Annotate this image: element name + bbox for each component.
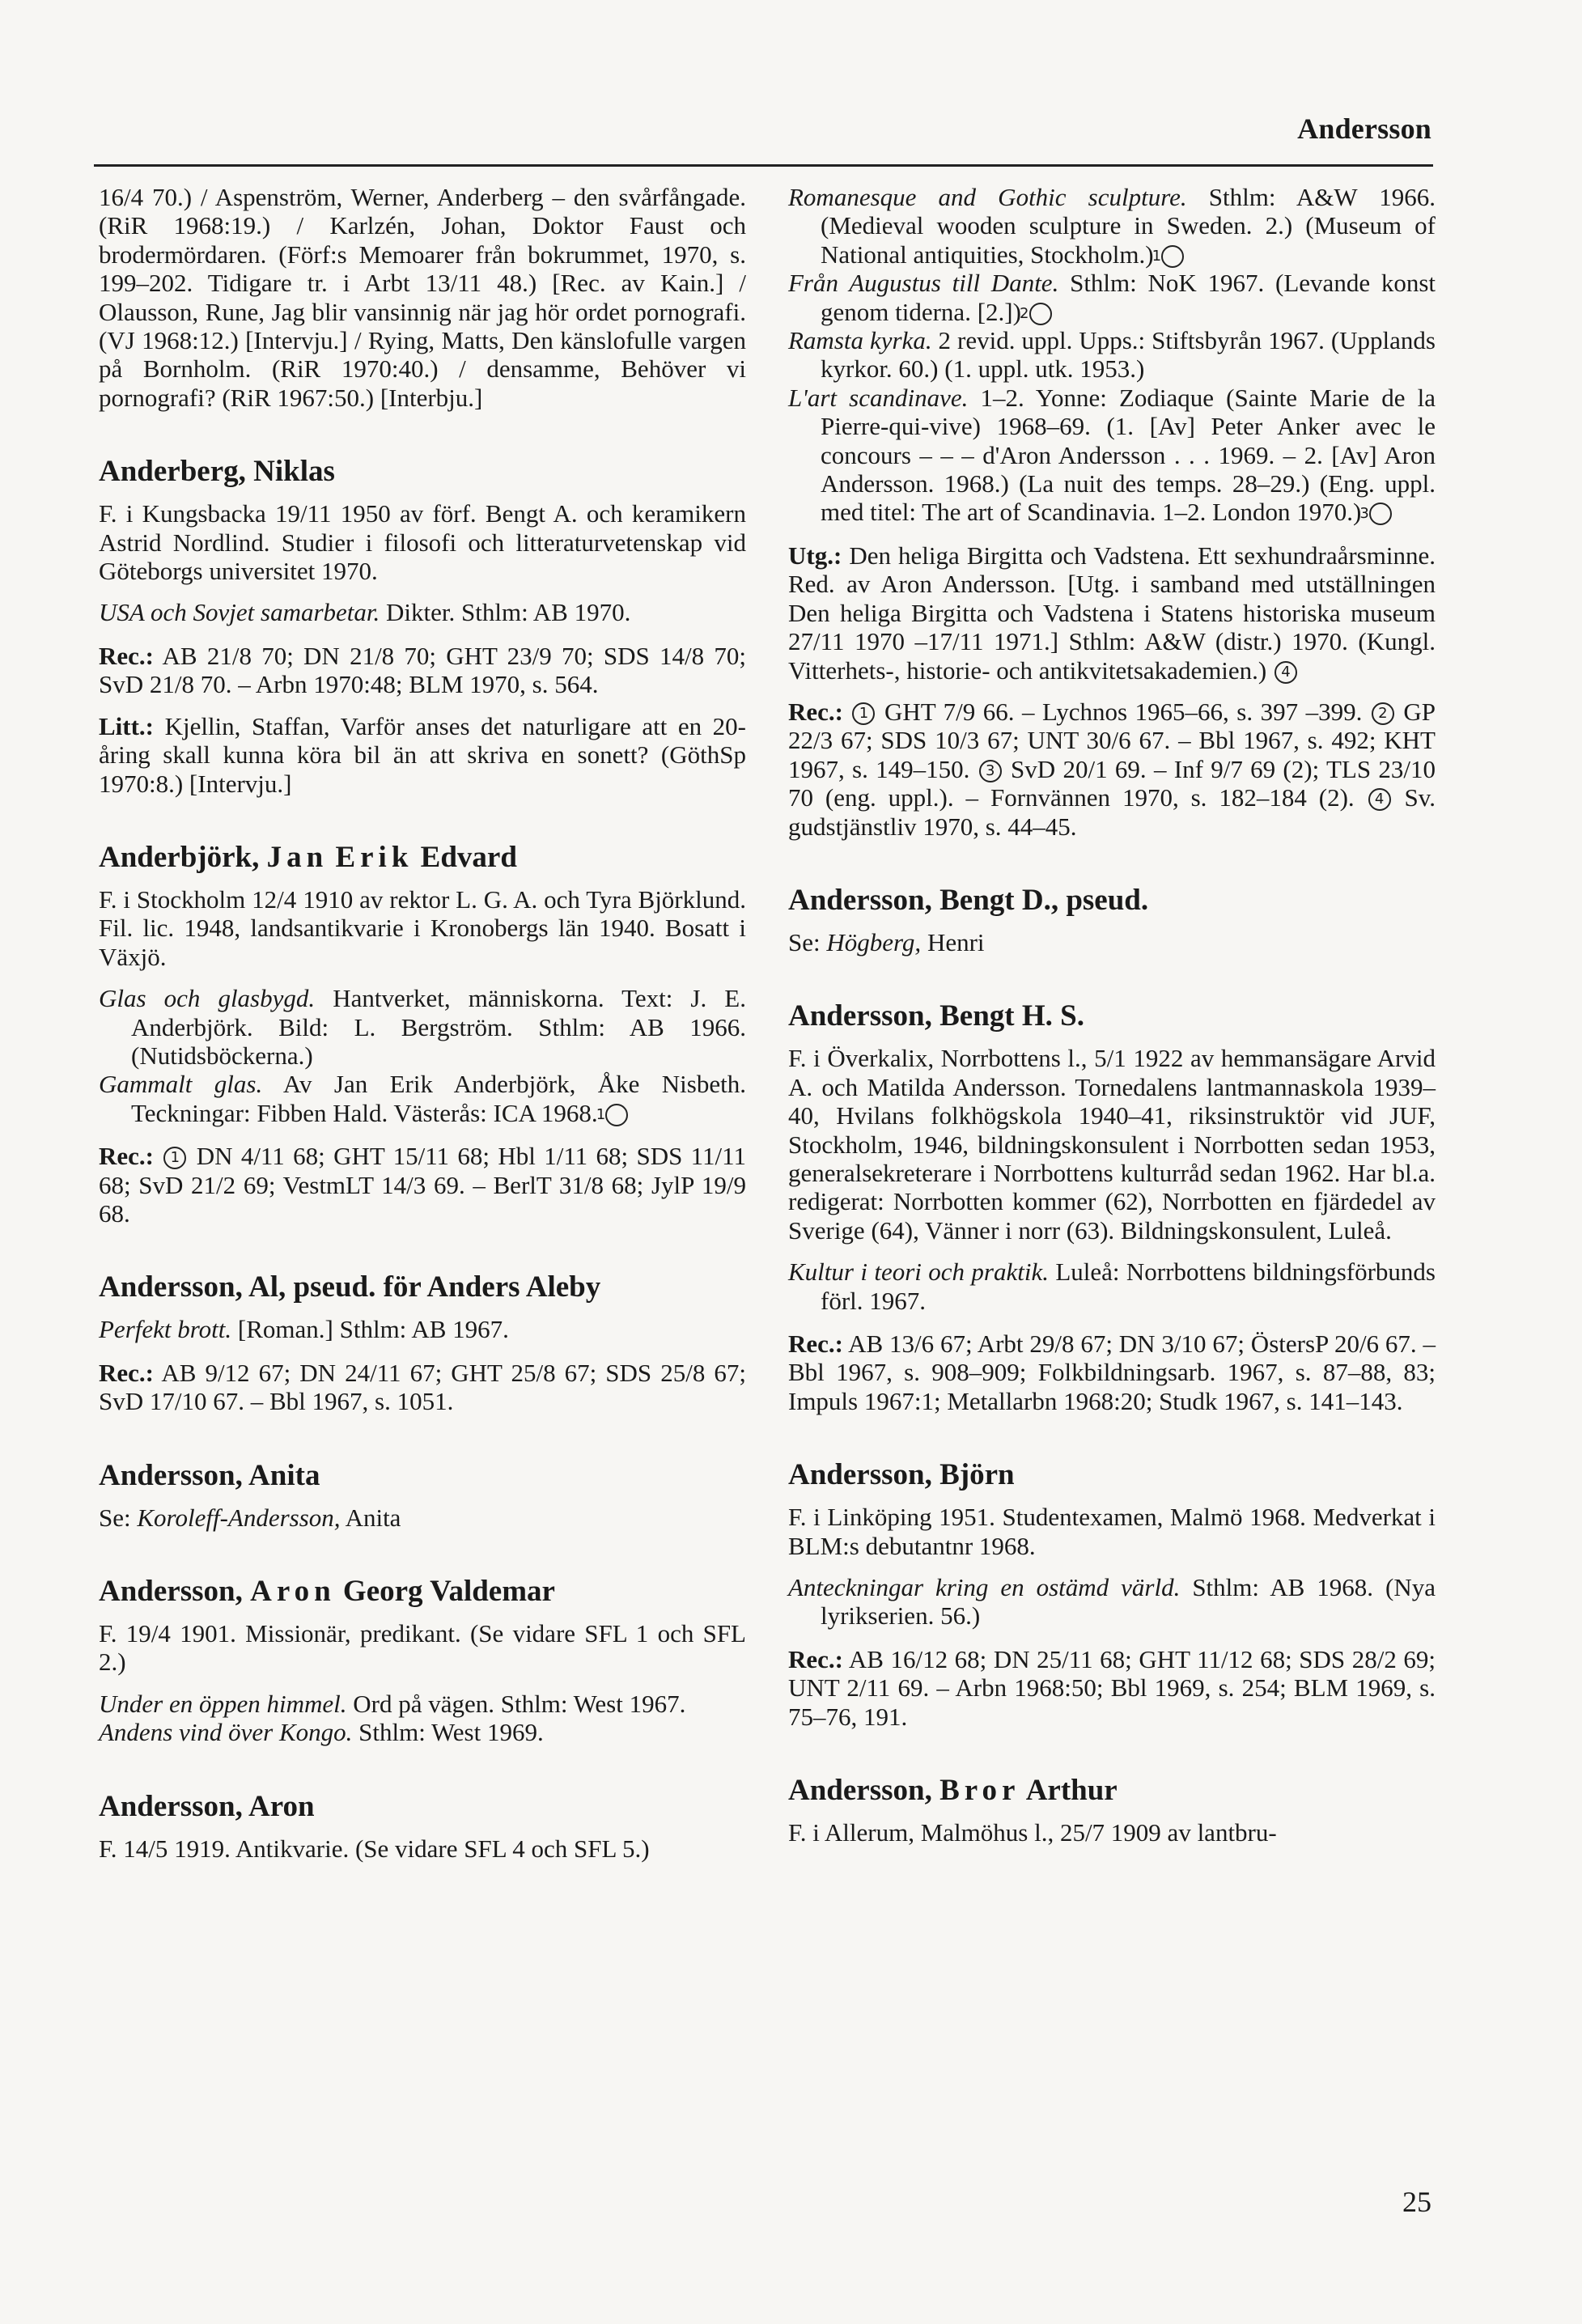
see-reference bbox=[788, 928, 1436, 956]
work-item bbox=[99, 1690, 746, 1718]
reviews bbox=[99, 1359, 746, 1416]
entry-heading bbox=[788, 1773, 1436, 1809]
entry-heading: Andersson, Anita bbox=[99, 1458, 320, 1492]
heading-given-names: Georg Valdemar bbox=[342, 1575, 555, 1608]
literature bbox=[99, 712, 746, 798]
reviews-text: AB 21/8 70; DN 21/8 70; GHT 23/9 70; SDS 14/8 70; SvD 21/8 70. – Arbn 1970:48; BLM 1970, s. 564. bbox=[99, 641, 746, 699]
entry-andersson-aron bbox=[99, 1789, 746, 1863]
reviews bbox=[99, 1142, 746, 1228]
entry-anderbjork-jan-erik-edvard bbox=[99, 840, 746, 1228]
works-list bbox=[99, 1315, 746, 1343]
note-marker: 3 bbox=[979, 760, 1002, 782]
entry-heading: Andersson, Al, pseud. för Anders Aleby bbox=[99, 1270, 601, 1304]
work-item bbox=[788, 1573, 1436, 1631]
left-column bbox=[99, 183, 746, 1905]
work-item bbox=[99, 598, 746, 626]
edited-text: Den heliga Birgitta och Vadstena. Ett sexhundraårsminne. Red. av Aron Andersson. [Utg. i samband med utställningen Den heliga Birgitta och Vadstena i Statens historiska museum 27/11 1970 –17/11 1971.] Sthlm: A&W (distr.) 1970. (Kungl. Vitterhets-, historie- och antikvitetsakademien.) bbox=[788, 541, 1436, 685]
work-item bbox=[99, 984, 746, 1070]
reviews bbox=[788, 1645, 1436, 1731]
entry-heading: Andersson, Björn bbox=[788, 1458, 1015, 1492]
work-title: L'art scandinave. bbox=[788, 383, 969, 412]
entry-heading: Anderberg, Niklas bbox=[99, 455, 335, 489]
header-rule bbox=[94, 164, 1433, 167]
entry-andersson-bror-arthur bbox=[788, 1773, 1436, 1847]
entry-bio: F. 19/4 1901. Missionär, predikant. (Se vidare SFL 1 och SFL 2.) bbox=[99, 1619, 746, 1677]
heading-callname: Erik bbox=[335, 840, 414, 874]
heading-surname: Anderbjörk, bbox=[99, 840, 260, 874]
work-title: Från Augustus till Dante. bbox=[788, 269, 1059, 298]
heading-given-names: Edvard bbox=[420, 840, 517, 874]
reviews-label: Rec.: bbox=[788, 1330, 843, 1358]
works-list bbox=[99, 1690, 746, 1747]
note-marker: 2 bbox=[1372, 702, 1394, 725]
works-list bbox=[99, 984, 746, 1127]
note-marker: 1 bbox=[852, 702, 875, 725]
work-item bbox=[99, 1718, 746, 1746]
note-marker: 1 bbox=[163, 1147, 186, 1169]
reviews-text: Sv. gudstjänstliv 1970, s. 44–45. bbox=[788, 783, 1436, 841]
entry-bio: F. i Kungsbacka 19/11 1950 av förf. Bengt A. och keramikern Astrid Nordlind. Studier i filosofi och litteraturvetenskap vid Göteborgs universitet 1970. bbox=[99, 499, 746, 586]
entry-bio: F. 14/5 1919. Antikvarie. (Se vidare SFL 4 och SFL 5.) bbox=[99, 1834, 650, 1863]
work-details: Hantverket, människorna. Text: J. E. Anderbjörk. Bild: L. Bergström. Sthlm: AB 1966. (Nutidsböckerna.) bbox=[131, 984, 746, 1070]
work-item bbox=[788, 326, 1436, 384]
work-title: Glas och glasbygd. bbox=[99, 984, 316, 1013]
entry-continued bbox=[99, 183, 746, 412]
reviews bbox=[99, 642, 746, 699]
edited-label: Utg.: bbox=[788, 541, 842, 570]
reviews-text: AB 9/12 67; DN 24/11 67; GHT 25/8 67; SDS 25/8 67; SvD 17/10 67. – Bbl 1967, s. 1051. bbox=[99, 1358, 746, 1416]
heading-surname: Andersson, bbox=[788, 1774, 932, 1808]
see-target: Högberg, bbox=[826, 927, 922, 956]
reviews-label: Rec.: bbox=[99, 1142, 154, 1171]
work-details: Sthlm: AB 1968. (Nya lyrikserien. 56.) bbox=[821, 1573, 1436, 1631]
works-list bbox=[788, 183, 1436, 527]
note-marker: 4 bbox=[1368, 788, 1391, 811]
entry-text: 16/4 70.) / Aspenström, Werner, Anderberg – den svårfångade. (RiR 1968:19.) / Karlzén, Johan, Doktor Faust och brodermördaren. (Förf:s Memoarer från bokrummet, 1970, s. 199–202. Tidigare tr. i Arbt 13/11 48.) [Rec. av Kain.] / Olausson, Rune, Jag blir vansinnig när jag hör ordet pornografi. (VJ 1968:12.) [Intervju.] / Rying, Matts, Den känslofulle vargen på Bornholm. (RiR 1970:40.) / densamme, Behöver vi pornografi? (RiR 1967:50.) [Interbju.] bbox=[99, 183, 746, 412]
page-number: 25 bbox=[1402, 2186, 1431, 2218]
heading-given-names: Arthur bbox=[1025, 1774, 1118, 1808]
literature-text: Kjellin, Staffan, Varför anses det naturligare att en 20-åring skall kunna köra bil än att skriva en sonett? (GöthSp 1970:8.) [Intervju.] bbox=[99, 711, 746, 798]
work-title: USA och Sovjet samarbetar. bbox=[99, 598, 380, 627]
note-marker: 4 bbox=[1275, 661, 1297, 684]
entry-bio: F. i Överkalix, Norrbottens l., 5/1 1922 av hemmansägare Arvid A. och Matilda Andersson. Tornedalens lantmannaskola 1939–40, Hvilans folkhögskola 1940–41, riksinstruktör vid JUF, Stockholm, 1946, bildningskonsulent i Norrbotten sedan 1953, generalsekreterare i Norrbottens kulturråd sedan 1962. Har bl.a. redigerat: Norrbotten kommer (62), Norrbotten en fjärdedel av Sverige (64), Vänner i norr (63). Bildningskonsulent, Luleå. bbox=[788, 1044, 1436, 1245]
reviews-label: Rec.: bbox=[788, 1644, 843, 1673]
work-details: Ord på vägen. Sthlm: West 1967. bbox=[346, 1689, 686, 1718]
entry-continued bbox=[788, 183, 1436, 841]
see-label: Se: bbox=[788, 927, 827, 956]
work-details: 2 revid. uppl. Upps.: Stiftsbyrån 1967. (Upplands kyrkor. 60.) (1. uppl. utk. 1953.) bbox=[821, 326, 1436, 384]
work-details: Sthlm: West 1969. bbox=[352, 1718, 544, 1747]
entry-anderberg-niklas bbox=[99, 454, 746, 798]
work-title: Under en öppen himmel. bbox=[99, 1689, 347, 1718]
reviews-text: GP 22/3 67; SDS 10/3 67; UNT 30/6 67. – Bbl 1967, s. 492; KHT 1967, s. 149–150. bbox=[788, 697, 1436, 783]
heading-callname: Aron bbox=[250, 1575, 336, 1608]
reviews-text: GHT 7/9 66. – Lychnos 1965–66, s. 397 –399. bbox=[876, 697, 1370, 726]
work-title: Gammalt glas. bbox=[99, 1070, 263, 1099]
works-list bbox=[788, 1573, 1436, 1631]
work-details: Sthlm: A&W 1966. (Medieval wooden sculpture in Sweden. 2.) (Museum of National antiquities, Stockholm.) bbox=[821, 183, 1436, 269]
reviews bbox=[788, 698, 1436, 841]
entry-heading: Andersson, Bengt D., pseud. bbox=[788, 883, 1149, 917]
work-title: Perfekt brott. bbox=[99, 1315, 232, 1344]
entry-andersson-al bbox=[99, 1270, 746, 1415]
entry-bio: F. i Linköping 1951. Studentexamen, Malmö 1968. Medverkat i BLM:s debutantnr 1968. bbox=[788, 1503, 1436, 1560]
reviews-label: Rec.: bbox=[99, 1358, 154, 1387]
work-title: Anteckningar kring en ostämd värld. bbox=[788, 1573, 1181, 1602]
entry-bio: F. i Stockholm 12/4 1910 av rektor L. G. A. och Tyra Björklund. Fil. lic. 1948, landsantikvarie i Kronobergs län 1940. Bosatt i Växjö. bbox=[99, 884, 746, 971]
works-list bbox=[788, 1257, 1436, 1315]
entry-heading bbox=[99, 1574, 746, 1609]
literature-label: Litt.: bbox=[99, 711, 155, 740]
work-details: Dikter. Sthlm: AB 1970. bbox=[380, 598, 631, 627]
entry-andersson-bengt-h-s bbox=[788, 999, 1436, 1415]
entry-heading: Andersson, Bengt H. S. bbox=[788, 999, 1084, 1033]
work-item bbox=[788, 1257, 1436, 1315]
work-item bbox=[788, 384, 1436, 527]
entry-heading: Andersson, Aron bbox=[99, 1789, 315, 1823]
reviews-text: DN 4/11 68; GHT 15/11 68; Hbl 1/11 68; SDS 11/11 68; SvD 21/2 69; VestmLT 14/3 69. – BerlT 31/8 68; JylP 19/9 68. bbox=[99, 1142, 746, 1228]
note-marker: 1 bbox=[1161, 245, 1184, 268]
work-title: Romanesque and Gothic sculpture. bbox=[788, 183, 1187, 211]
note-marker: 3 bbox=[1369, 503, 1392, 525]
work-title: Kultur i teori och praktik. bbox=[788, 1257, 1049, 1287]
note-marker: 2 bbox=[1029, 303, 1052, 325]
work-item bbox=[99, 1315, 746, 1343]
entry-andersson-bengt-d bbox=[788, 883, 1436, 956]
reviews-label: Rec.: bbox=[99, 641, 154, 670]
see-target-rest: Anita bbox=[340, 1503, 401, 1532]
entry-andersson-bjorn bbox=[788, 1457, 1436, 1731]
reviews-label: Rec.: bbox=[788, 697, 843, 726]
reviews-text: AB 16/12 68; DN 25/11 68; GHT 11/12 68; SDS 28/2 69; UNT 2/11 69. – Arbn 1968:50; Bbl 1969, s. 254; BLM 1969, s. 75–76, 191. bbox=[788, 1644, 1436, 1731]
work-details: [Roman.] Sthlm: AB 1967. bbox=[231, 1315, 509, 1344]
running-head: Andersson bbox=[1297, 112, 1431, 145]
works-list bbox=[99, 598, 746, 626]
heading-callname: Jan bbox=[266, 840, 329, 874]
entry-heading bbox=[99, 840, 746, 876]
see-reference bbox=[99, 1503, 746, 1532]
see-target-rest: Henri bbox=[921, 927, 985, 956]
see-target: Koroleff-Andersson, bbox=[137, 1503, 341, 1532]
work-title: Ramsta kyrka. bbox=[788, 326, 932, 355]
right-column bbox=[788, 183, 1436, 1889]
work-details: Luleå: Norrbottens bildningsförbunds förl. 1967. bbox=[821, 1257, 1436, 1315]
reviews-text: SvD 20/1 69. – Inf 9/7 69 (2); TLS 23/10 70 (eng. uppl.). – Fornvännen 1970, s. 182–184 (2). bbox=[788, 754, 1436, 812]
heading-callname: Bror bbox=[939, 1774, 1020, 1808]
note-marker: 1 bbox=[605, 1104, 628, 1126]
entry-andersson-aron-georg-valdemar bbox=[99, 1574, 746, 1747]
heading-surname: Andersson, bbox=[99, 1575, 243, 1608]
work-item bbox=[99, 1070, 746, 1127]
work-item bbox=[788, 183, 1436, 269]
entry-bio: F. i Allerum, Malmöhus l., 25/7 1909 av lantbru- bbox=[788, 1818, 1277, 1847]
reviews bbox=[788, 1330, 1436, 1415]
entry-andersson-anita bbox=[99, 1458, 746, 1532]
work-details: Av Jan Erik Anderbjörk, Åke Nisbeth. Teckningar: Fibben Hald. Västerås: ICA 1968. bbox=[131, 1070, 746, 1127]
work-details: 1–2. Yonne: Zodiaque (Sainte Marie de la Pierre-qui-vive) 1968–69. (1. [Av] Peter Anker avec le concours – – – d'Aron Andersson . . . 1969. – 2. [Av] Aron Andersson. 1968.) (La nuit des temps. 28–29.) (Eng. uppl. med titel: The art of Scandinavia. 1–2. London 1970.) bbox=[821, 383, 1436, 527]
work-details: Sthlm: NoK 1967. (Levande konst genom tiderna. [2.]) bbox=[821, 269, 1436, 326]
reviews-text: AB 13/6 67; Arbt 29/8 67; DN 3/10 67; ÖstersP 20/6 67. – Bbl 1967, s. 908–909; Folkbildningsarb. 1967, s. 87–88, 83; Impuls 1967:1; Metallarbn 1968:20; Studk 1967, s. 141–143. bbox=[788, 1330, 1436, 1415]
see-label: Se: bbox=[99, 1503, 138, 1532]
work-title: Andens vind över Kongo. bbox=[99, 1718, 353, 1747]
edited-works bbox=[788, 541, 1436, 685]
work-item bbox=[788, 269, 1436, 326]
